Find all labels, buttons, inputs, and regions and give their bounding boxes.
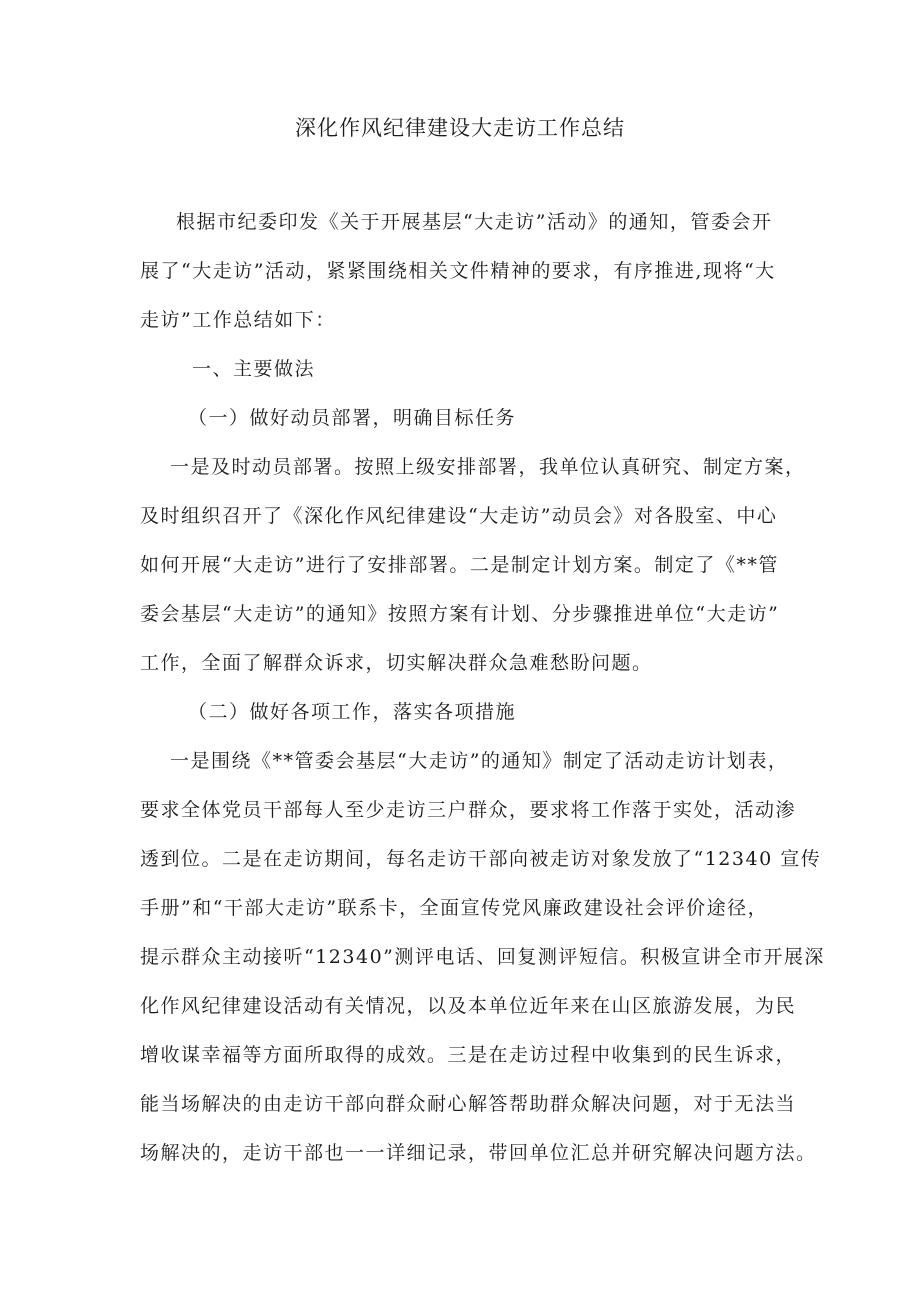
paragraph-line: 化作风纪律建设活动有关情况，以及本单位近年来在山区旅游发展，为民 [140, 995, 797, 1017]
paragraph-line: 能当场解决的由走访干部向群众耐心解答帮助群众解决问题，对于无法当 [140, 1093, 797, 1115]
subsection-heading: （一）做好动员部署，明确目标任务 [188, 407, 517, 429]
paragraph-line: 手册”和“干部大走访”联系卡，全面宣传党风廉政建设社会评价途径， [140, 897, 769, 919]
subsection-heading: （二）做好各项工作，落实各项措施 [188, 701, 517, 723]
paragraph-line: 委会基层“大走访”的通知》按照方案有计划、分步骤推进单位“大走访” [140, 603, 780, 625]
paragraph-line: 增收谋幸福等方面所取得的成效。三是在走访过程中收集到的民生诉求， [140, 1044, 797, 1066]
paragraph-line: 走访”工作总结如下： [140, 309, 336, 331]
paragraph-line: 及时组织召开了《深化作风纪律建设“大走访”动员会》对各股室、中心 [140, 505, 778, 527]
paragraph-line: 场解决的，走访干部也一一详细记录，带回单位汇总并研究解决问题方法。 [140, 1142, 817, 1164]
paragraph-line: 如何开展“大走访”进行了安排部署。二是制定计划方案。制定了《**管 [140, 554, 779, 576]
paragraph-line: 提示群众主动接听“12340”测评电话、回复测评短信。积极宣讲全市开展深 [140, 946, 825, 968]
section-heading: 一、主要做法 [192, 358, 316, 380]
paragraph-line: 根据市纪委印发《关于开展基层“大走访”活动》的通知，管委会开 [176, 211, 773, 233]
paragraph-line: 一是及时动员部署。按照上级安排部署，我单位认真研究、制定方案， [170, 456, 806, 478]
document-title: 深化作风纪律建设大走访工作总结 [295, 116, 625, 140]
paragraph-line: 一是围绕《**管委会基层“大走访”的通知》制定了活动走访计划表， [170, 750, 789, 772]
paragraph-line: 展了“大走访”活动，紧紧围绕相关文件精神的要求，有序推进,现将“大 [140, 260, 776, 282]
paragraph-line: 要求全体党员干部每人至少走访三户群众，要求将工作落于实处，活动渗 [140, 799, 797, 821]
paragraph-line: 工作，全面了解群众诉求，切实解决群众急难愁盼问题。 [140, 652, 653, 674]
paragraph-line: 透到位。二是在走访期间，每名走访干部向被走访对象发放了“12340 宣传 [140, 848, 822, 870]
